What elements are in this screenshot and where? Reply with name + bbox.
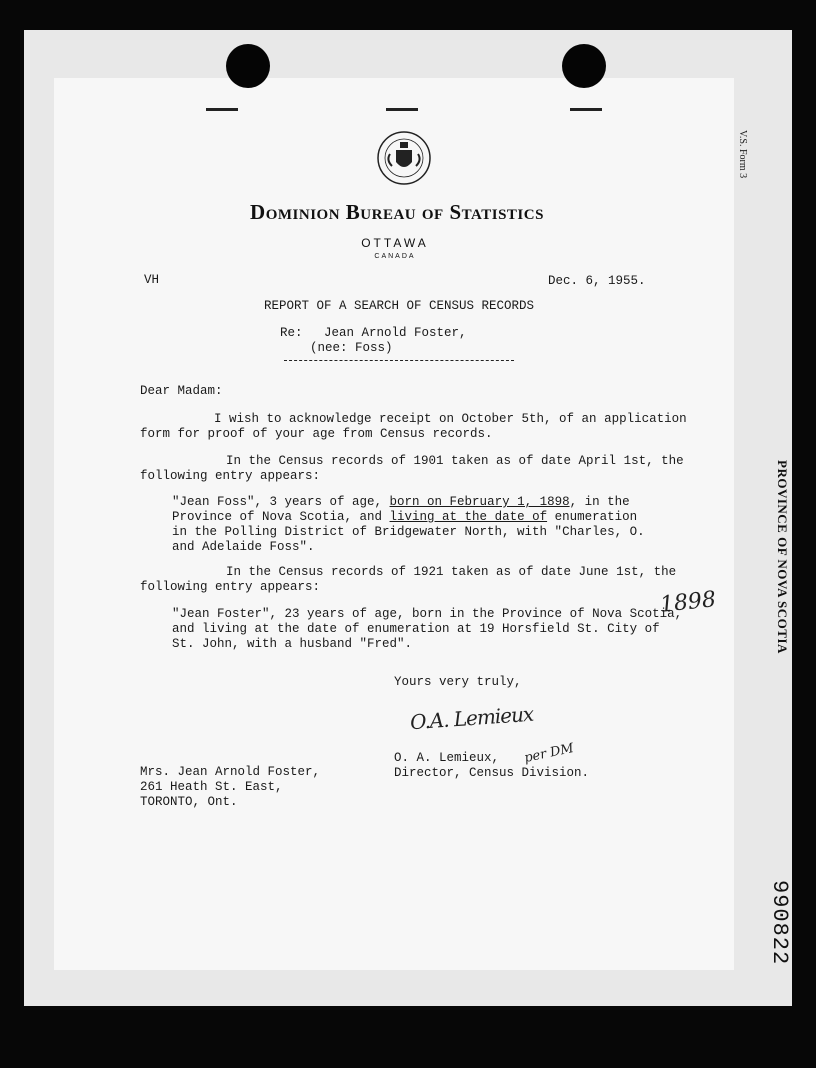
re-nee: (nee: Foss): [310, 341, 393, 355]
report-subject: REPORT OF A SEARCH OF CENSUS RECORDS: [264, 299, 535, 313]
coat-of-arms-seal-icon: [376, 128, 432, 188]
closing: Yours very truly,: [394, 675, 522, 689]
fold-mark-left: [206, 108, 238, 111]
paragraph-2-line-2: following entry appears:: [140, 469, 321, 483]
quote-1-line-2: [172, 510, 637, 524]
handwritten-margin-note: 1898: [658, 587, 718, 618]
paragraph-2-line-1: In the Census records of 1901 taken as of date April 1st, the: [226, 454, 684, 468]
quote-2-line-3: St. John, with a husband "Fred".: [172, 637, 413, 651]
paragraph-1-line-1: I wish to acknowledge receipt on October 5th, of an application: [214, 412, 687, 426]
quote-1-line-2-a: Province of Nova Scotia, and: [172, 510, 390, 524]
bureau-title: Dominion Bureau of Statistics: [250, 200, 544, 224]
quote-2-line-2: and living at the date of enumeration at 19 Horsfield St. City of: [172, 622, 660, 636]
reference-code: VH: [144, 273, 160, 287]
re-label: Re:: [280, 326, 303, 340]
paragraph-3-line-1: In the Census records of 1921 taken as of date June 1st, the: [226, 565, 677, 579]
quote-1-line-4: and Adelaide Foss".: [172, 540, 315, 554]
fold-mark-right: [570, 108, 602, 111]
quote-1-line-2-c: enumeration: [547, 510, 638, 524]
re-name: Jean Arnold Foster,: [324, 326, 467, 340]
quote-1-birth-date: born on February 1, 1898: [389, 495, 570, 509]
paragraph-1-line-2: form for proof of your age from Census records.: [140, 427, 493, 441]
addressee-name: Mrs. Jean Arnold Foster,: [140, 765, 321, 779]
addressee-street: 261 Heath St. East,: [140, 780, 283, 794]
quote-1-line-3: in the Polling District of Bridgewater North, with "Charles, O.: [172, 525, 645, 539]
punch-hole-left: [226, 44, 270, 88]
letter-date: Dec. 6, 1955.: [548, 274, 646, 288]
subject-separator: [284, 360, 514, 361]
letterhead-country: CANADA: [374, 253, 416, 260]
signatory-title: Director, Census Division.: [394, 766, 590, 780]
letterhead-city: OTTAWA: [361, 236, 429, 250]
signatory-name: O. A. Lemieux,: [394, 751, 500, 765]
fold-mark-center: [386, 108, 418, 111]
quote-2-line-1: "Jean Foster", 23 years of age, born in the Province of Nova Scotia,: [172, 607, 683, 621]
province-label: PROVINCE OF NOVA SCOTIA: [775, 460, 790, 654]
quote-1-line-1: [172, 495, 630, 509]
paragraph-3-line-2: following entry appears:: [140, 580, 321, 594]
signature-per-initials: per DM: [522, 740, 576, 767]
signature-handwritten: O.A. Lemieux: [409, 701, 534, 735]
quote-1-text-c: , in the: [569, 495, 630, 509]
quote-1-text-a: "Jean Foss", 3 years of age,: [172, 495, 390, 509]
letter-page: [54, 78, 734, 970]
form-label: V.S. Form 3: [737, 130, 748, 179]
addressee-city: TORONTO, Ont.: [140, 795, 238, 809]
salutation: Dear Madam:: [140, 384, 223, 398]
file-number: 990822: [767, 880, 792, 966]
punch-hole-right: [562, 44, 606, 88]
quote-1-line-2-b: living at the date of: [389, 510, 548, 524]
